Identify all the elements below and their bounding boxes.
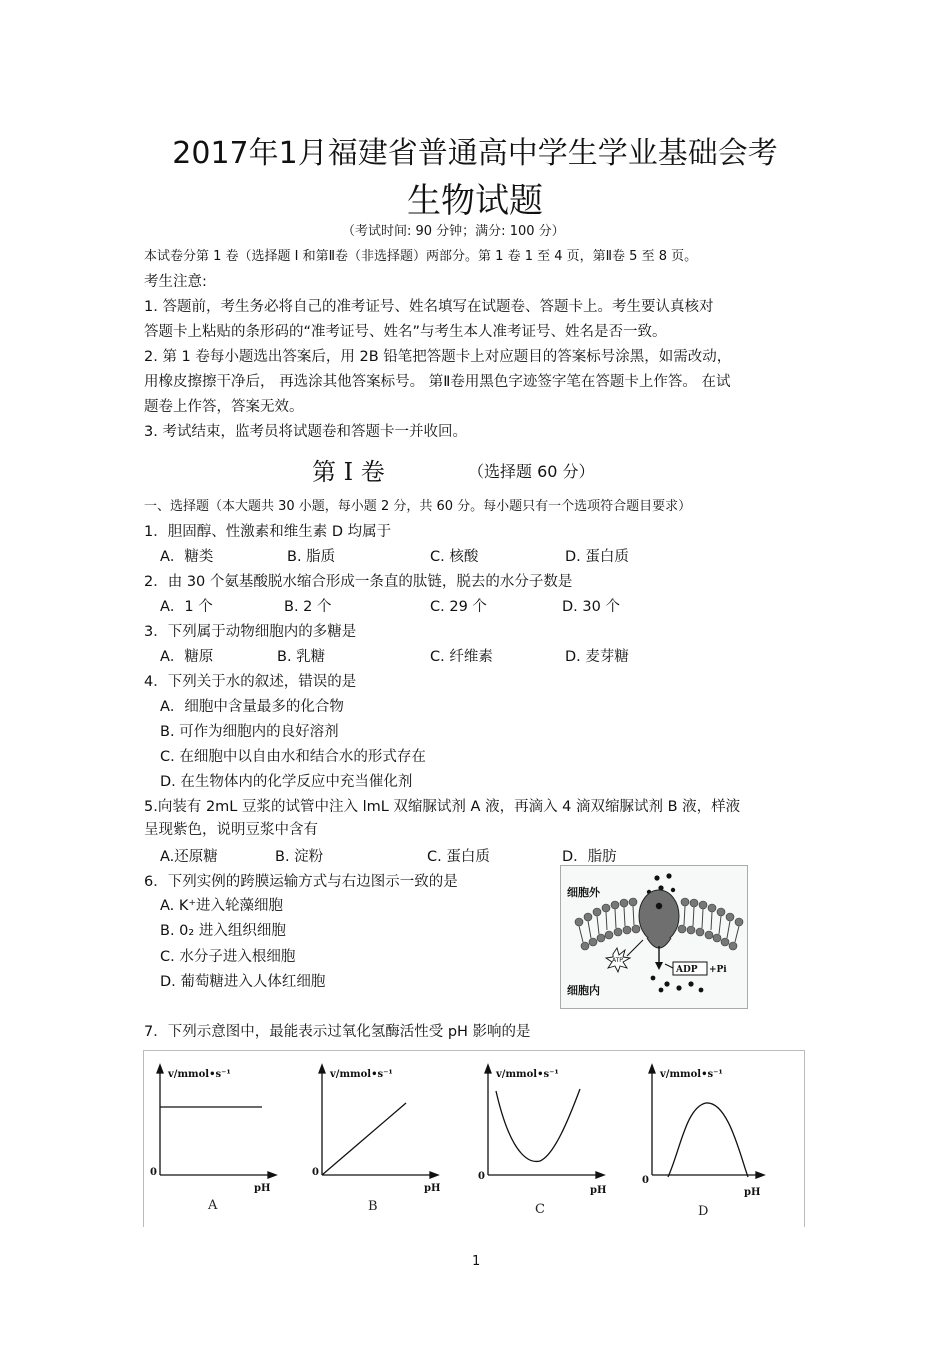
intro-line: 本试卷分第 1 卷（选择题 I 和第Ⅱ卷（非选择题）两部分。第 1 卷 1 至 4 页，第Ⅱ卷 5 至 8 页。 bbox=[144, 249, 698, 264]
option: B. 乳糖 bbox=[277, 649, 326, 665]
option: B. 淀粉 bbox=[275, 849, 324, 865]
curve-b bbox=[322, 1103, 406, 1175]
graph-label: B bbox=[368, 1199, 378, 1214]
atp-label: ATP bbox=[612, 957, 623, 964]
notice-1a: 1. 答题前，考生务必将自己的准考证号、姓名填写在试题卷、答题卡上。考生要认真核对 bbox=[144, 299, 714, 315]
question-stem: 7．下列示意图中，最能表示过氧化氢酶活性受 pH 影响的是 bbox=[144, 1024, 531, 1040]
origin-label: 0 bbox=[150, 1167, 157, 1178]
ph-graphs bbox=[144, 1051, 804, 1227]
option: C. 水分子进入根细胞 bbox=[160, 949, 296, 965]
option: A.还原糖 bbox=[160, 849, 218, 865]
origin-label: 0 bbox=[642, 1175, 649, 1186]
ph-graphs-figure bbox=[143, 1050, 805, 1227]
section-instruction: 一、选择题（本大题共 30 小题，每小题 2 分，共 60 分。每小题只有一个选项符合题目要求） bbox=[144, 499, 692, 514]
question-stem: 4．下列关于水的叙述，错误的是 bbox=[144, 674, 357, 690]
option: D. 蛋白质 bbox=[565, 549, 629, 565]
question-stem: 5.向装有 2mL 豆浆的试管中注入 lmL 双缩脲试剂 A 液，再滴入 4 滴双缩脲试剂 B 液，样液 bbox=[144, 799, 741, 815]
option: B. 可作为细胞内的良好溶剂 bbox=[160, 724, 339, 740]
curve-d bbox=[668, 1103, 748, 1177]
question-stem: 6．下列实例的跨膜运输方式与右边图示一致的是 bbox=[144, 874, 458, 890]
option: D. 麦芽糖 bbox=[565, 649, 629, 665]
notice-heading: 考生注意: bbox=[144, 274, 207, 290]
notice-2c: 题卷上作答，答案无效。 bbox=[144, 399, 304, 415]
option: C. 蛋白质 bbox=[427, 849, 490, 865]
ylabel: v/mmol•s⁻¹ bbox=[660, 1069, 723, 1080]
notice-1b: 答题卡上粘贴的条形码的“准考证号、姓名”与考生本人准考证号、姓名是否一致。 bbox=[144, 324, 667, 340]
option: C. 在细胞中以自由水和结合水的形式存在 bbox=[160, 749, 426, 765]
inside-label: 细胞内 bbox=[567, 984, 600, 997]
xlabel: pH bbox=[590, 1185, 607, 1196]
exam-info: （考试时间: 90 分钟；满分: 100 分） bbox=[342, 224, 565, 239]
option: B. 0₂ 进入组织细胞 bbox=[160, 923, 286, 939]
question-stem: 3．下列属于动物细胞内的多糖是 bbox=[144, 624, 357, 640]
graph-label: C bbox=[535, 1202, 545, 1217]
option: D. 在生物体内的化学反应中充当催化剂 bbox=[160, 774, 413, 790]
option: A．细胞中含量最多的化合物 bbox=[160, 699, 344, 715]
subject-title: 生物试题 bbox=[407, 181, 543, 221]
ylabel: v/mmol•s⁻¹ bbox=[496, 1069, 559, 1080]
option: A．1 个 bbox=[160, 599, 213, 615]
option: B. 脂质 bbox=[287, 549, 336, 565]
option: A．糖原 bbox=[160, 649, 214, 665]
option: B. 2 个 bbox=[284, 599, 332, 615]
question-stem: 2．由 30 个氨基酸脱水缩合形成一条直的肽链，脱去的水分子数是 bbox=[144, 574, 573, 590]
graph-label: D bbox=[698, 1204, 709, 1219]
origin-label: 0 bbox=[312, 1167, 319, 1178]
ylabel: v/mmol•s⁻¹ bbox=[168, 1069, 231, 1080]
notice-2a: 2. 第 1 卷每小题选出答案后，用 2B 铅笔把答题卡上对应题目的答案标号涂黑，如需改动， bbox=[144, 349, 732, 365]
outside-label: 细胞外 bbox=[567, 886, 600, 899]
adp-label: ADP bbox=[676, 965, 698, 975]
origin-label: 0 bbox=[478, 1171, 485, 1182]
option: D. 葡萄糖进入人体红细胞 bbox=[160, 974, 326, 990]
option: C. 纤维素 bbox=[430, 649, 493, 665]
membrane-transport-figure bbox=[560, 865, 748, 1009]
notice-3: 3. 考试结束，监考员将试题卷和答题卡一并收回。 bbox=[144, 424, 467, 440]
section-subtitle: （选择题 60 分） bbox=[468, 462, 595, 481]
option: D. 30 个 bbox=[562, 599, 620, 615]
page-number: 1 bbox=[472, 1254, 481, 1269]
xlabel: pH bbox=[424, 1183, 441, 1194]
option: C. 核酸 bbox=[430, 549, 479, 565]
option: C. 29 个 bbox=[430, 599, 487, 615]
option: A．糖类 bbox=[160, 549, 214, 565]
ylabel: v/mmol•s⁻¹ bbox=[330, 1069, 393, 1080]
section-title: 第 Ⅰ 卷 bbox=[312, 458, 385, 486]
option: D．脂肪 bbox=[562, 849, 617, 865]
xlabel: pH bbox=[254, 1183, 271, 1194]
exam-title: 2017年1月福建省普通高中学生学业基础会考 bbox=[172, 136, 778, 171]
question-stem: 1．胆固醇、性激素和维生素 D 均属于 bbox=[144, 524, 392, 540]
xlabel: pH bbox=[744, 1187, 761, 1198]
notice-2b: 用橡皮擦擦干净后， 再选涂其他答案标号。 第Ⅱ卷用黑色字迹签字笔在答题卡上作答。 在试 bbox=[144, 374, 731, 390]
membrane-diagram bbox=[561, 866, 747, 1008]
question-stem-cont: 呈现紫色，说明豆浆中含有 bbox=[144, 822, 318, 838]
curve-c bbox=[496, 1089, 580, 1161]
pi-label: +Pi bbox=[709, 965, 727, 975]
graph-label: A bbox=[208, 1198, 218, 1213]
option: A. K⁺进入轮藻细胞 bbox=[160, 898, 284, 914]
